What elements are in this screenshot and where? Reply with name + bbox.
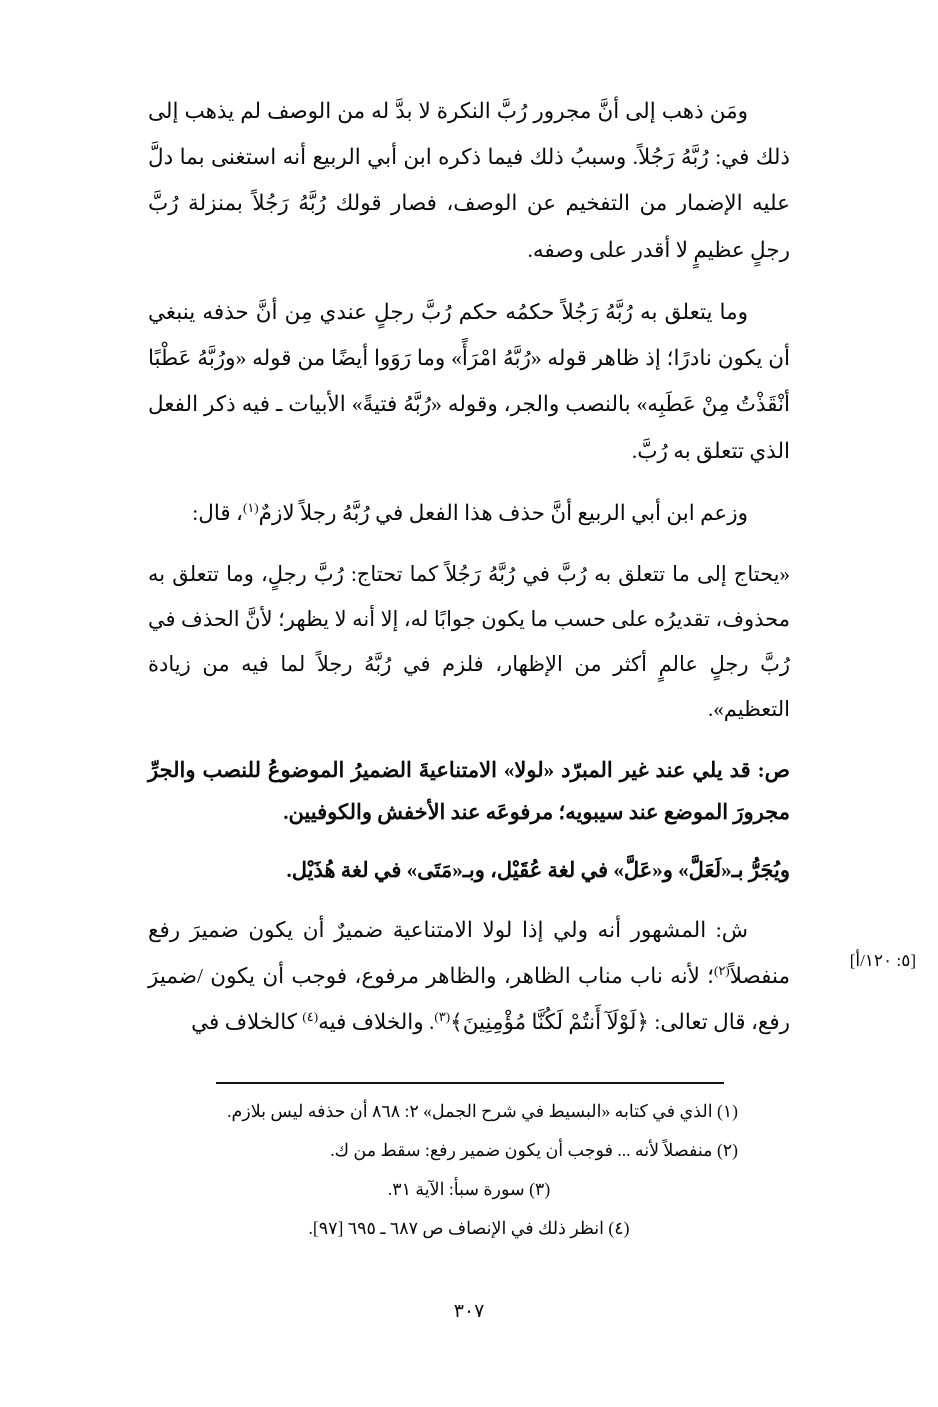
footnote-3-text: سورة سبأ: الآية ٣١.: [387, 1179, 525, 1200]
paragraph-7-tail: ؛ لأنه ناب مناب الظاهر، والظاهر مرفوع، فوجب أن يكون /ضميرَ رفع، قال تعالى: ﴿لَوْلَآ أَنتُمْ لَكُنَّا مُؤْمِنِينَ﴾: [148, 963, 790, 1034]
paragraph-2: وما يتعلق به رُبَّهُ رَجُلاً حكمُه حكم رُبَّ رجلٍ عندي مِن أنَّ حذفه ينبغي أن يكون نادرًا؛ إذ ظاهر قوله «رُبَّهُ امْرَأً» وما رَوَوا أيضًا من قوله «ورُبَّهُ عَطْبًا أنْقَذْتُ مِنْ عَطَبِه» بالنصب والجر، وقوله «رُبَّهُ فتيةً» الأبيات ـ فيه ذكر الفعل الذي تتعلق به رُبَّ.: [148, 299, 790, 463]
footnote-4: [200, 1215, 738, 1242]
footnote-3-marker: (٣): [529, 1179, 551, 1200]
footnote-ref-3[interactable]: (٣): [434, 1008, 451, 1024]
footnote-2-text: منفصلاً لأنه ... فوجب أن يكون ضمير رفع: سقط من ك.: [330, 1140, 713, 1161]
footnote-separator-rule: [216, 1082, 724, 1084]
footnote-ref-4[interactable]: (٤): [302, 1008, 319, 1024]
footnote-4-marker: (٤): [608, 1218, 630, 1239]
paragraph-7: [148, 907, 790, 1046]
manuscript-folio-marker: [٥: ١٢٠/أ]: [849, 951, 916, 970]
paragraph-1: ومَن ذهب إلى أنَّ مجرور رُبَّ النكرة لا بدَّ له من الوصف لم يذهب إلى ذلك في: رُبَّهُ رَجُلاً. وسببُ ذلك فيما ذكره ابن أبي الربيع أنه استغنى بما دلَّ عليه الإضمار من التفخيم عن الوصف، فصار قولك رُبَّهُ رَجُلاً بمنزلة رُبَّ رجلٍ عظيمٍ لا أقدر على وصفه.: [148, 99, 790, 262]
footnote-3: [200, 1176, 738, 1203]
page-number: ٣٠٧: [453, 1301, 485, 1322]
paragraph-3-text: وزعم ابن أبي الربيع أنَّ حذف هذا الفعل في رُبَّهُ رجلاً لازمٌ: [258, 500, 748, 525]
footnote-ref-1[interactable]: (١): [242, 499, 259, 515]
footnote-4-text: انظر ذلك في الإنصاف ص ٦٨٧ ـ ٦٩٥ [٩٧].: [308, 1218, 605, 1239]
footnote-2-marker: (٢): [716, 1140, 738, 1161]
paragraph-3: [148, 490, 790, 536]
footnote-ref-2[interactable]: (٢): [713, 962, 730, 978]
paragraph-7-tail-2: . والخلاف فيه: [318, 1009, 435, 1034]
footnote-2: [200, 1137, 738, 1164]
paragraph-6-heading: ويُجَرُّ بـ«لَعَلَّ» و«عَلَّ» في لغة عُقَيْل، وبـ«مَتَى» في لغة هُذَيْل.: [286, 857, 790, 882]
paragraph-4-quotation: «يحتاج إلى ما تتعلق به رُبَّ في رُبَّهُ رَجُلاً كما تحتاج: رُبَّ رجلٍ، وما تتعلق به محذوف، تقديرُه على حسب ما يكون جوابًا له، إلا أنه لا يظهر؛ لأنَّ الحذف في رُبَّ رجلٍ عالمٍ أكثر من الإظهار، فلزم في رُبَّهُ رجلاً لما فيه من زيادة التعظيم».: [148, 561, 790, 722]
footnote-1: [200, 1098, 738, 1125]
paragraph-3-tail: ، قال:: [192, 500, 243, 525]
footnote-1-text: الذي في كتابه «البسيط في شرح الجمل» ٢: ٨٦٨ أن حذفه ليس بلازم.: [227, 1101, 713, 1121]
footnote-1-marker: (١): [716, 1101, 738, 1121]
paragraph-5-heading: ص: قد يلي عند غير المبرّد «لولا» الامتناعيةَ الضميرُ الموضوعُ للنصب والجرِّ مجرورَ الموضع عند سيبويه؛ مرفوعَه عند الأخفش والكوفيين.: [148, 757, 790, 824]
paragraph-7-tail-3: كالخلاف في: [191, 1009, 303, 1034]
paragraph-7-text: ش: المشهور أنه ولي إذا لولا الامتناعية ضميرٌ أن يكون ضميرَ رفع منفصلاً: [148, 917, 790, 988]
text-column: [148, 88, 790, 1061]
footnote-area: [200, 1098, 738, 1255]
